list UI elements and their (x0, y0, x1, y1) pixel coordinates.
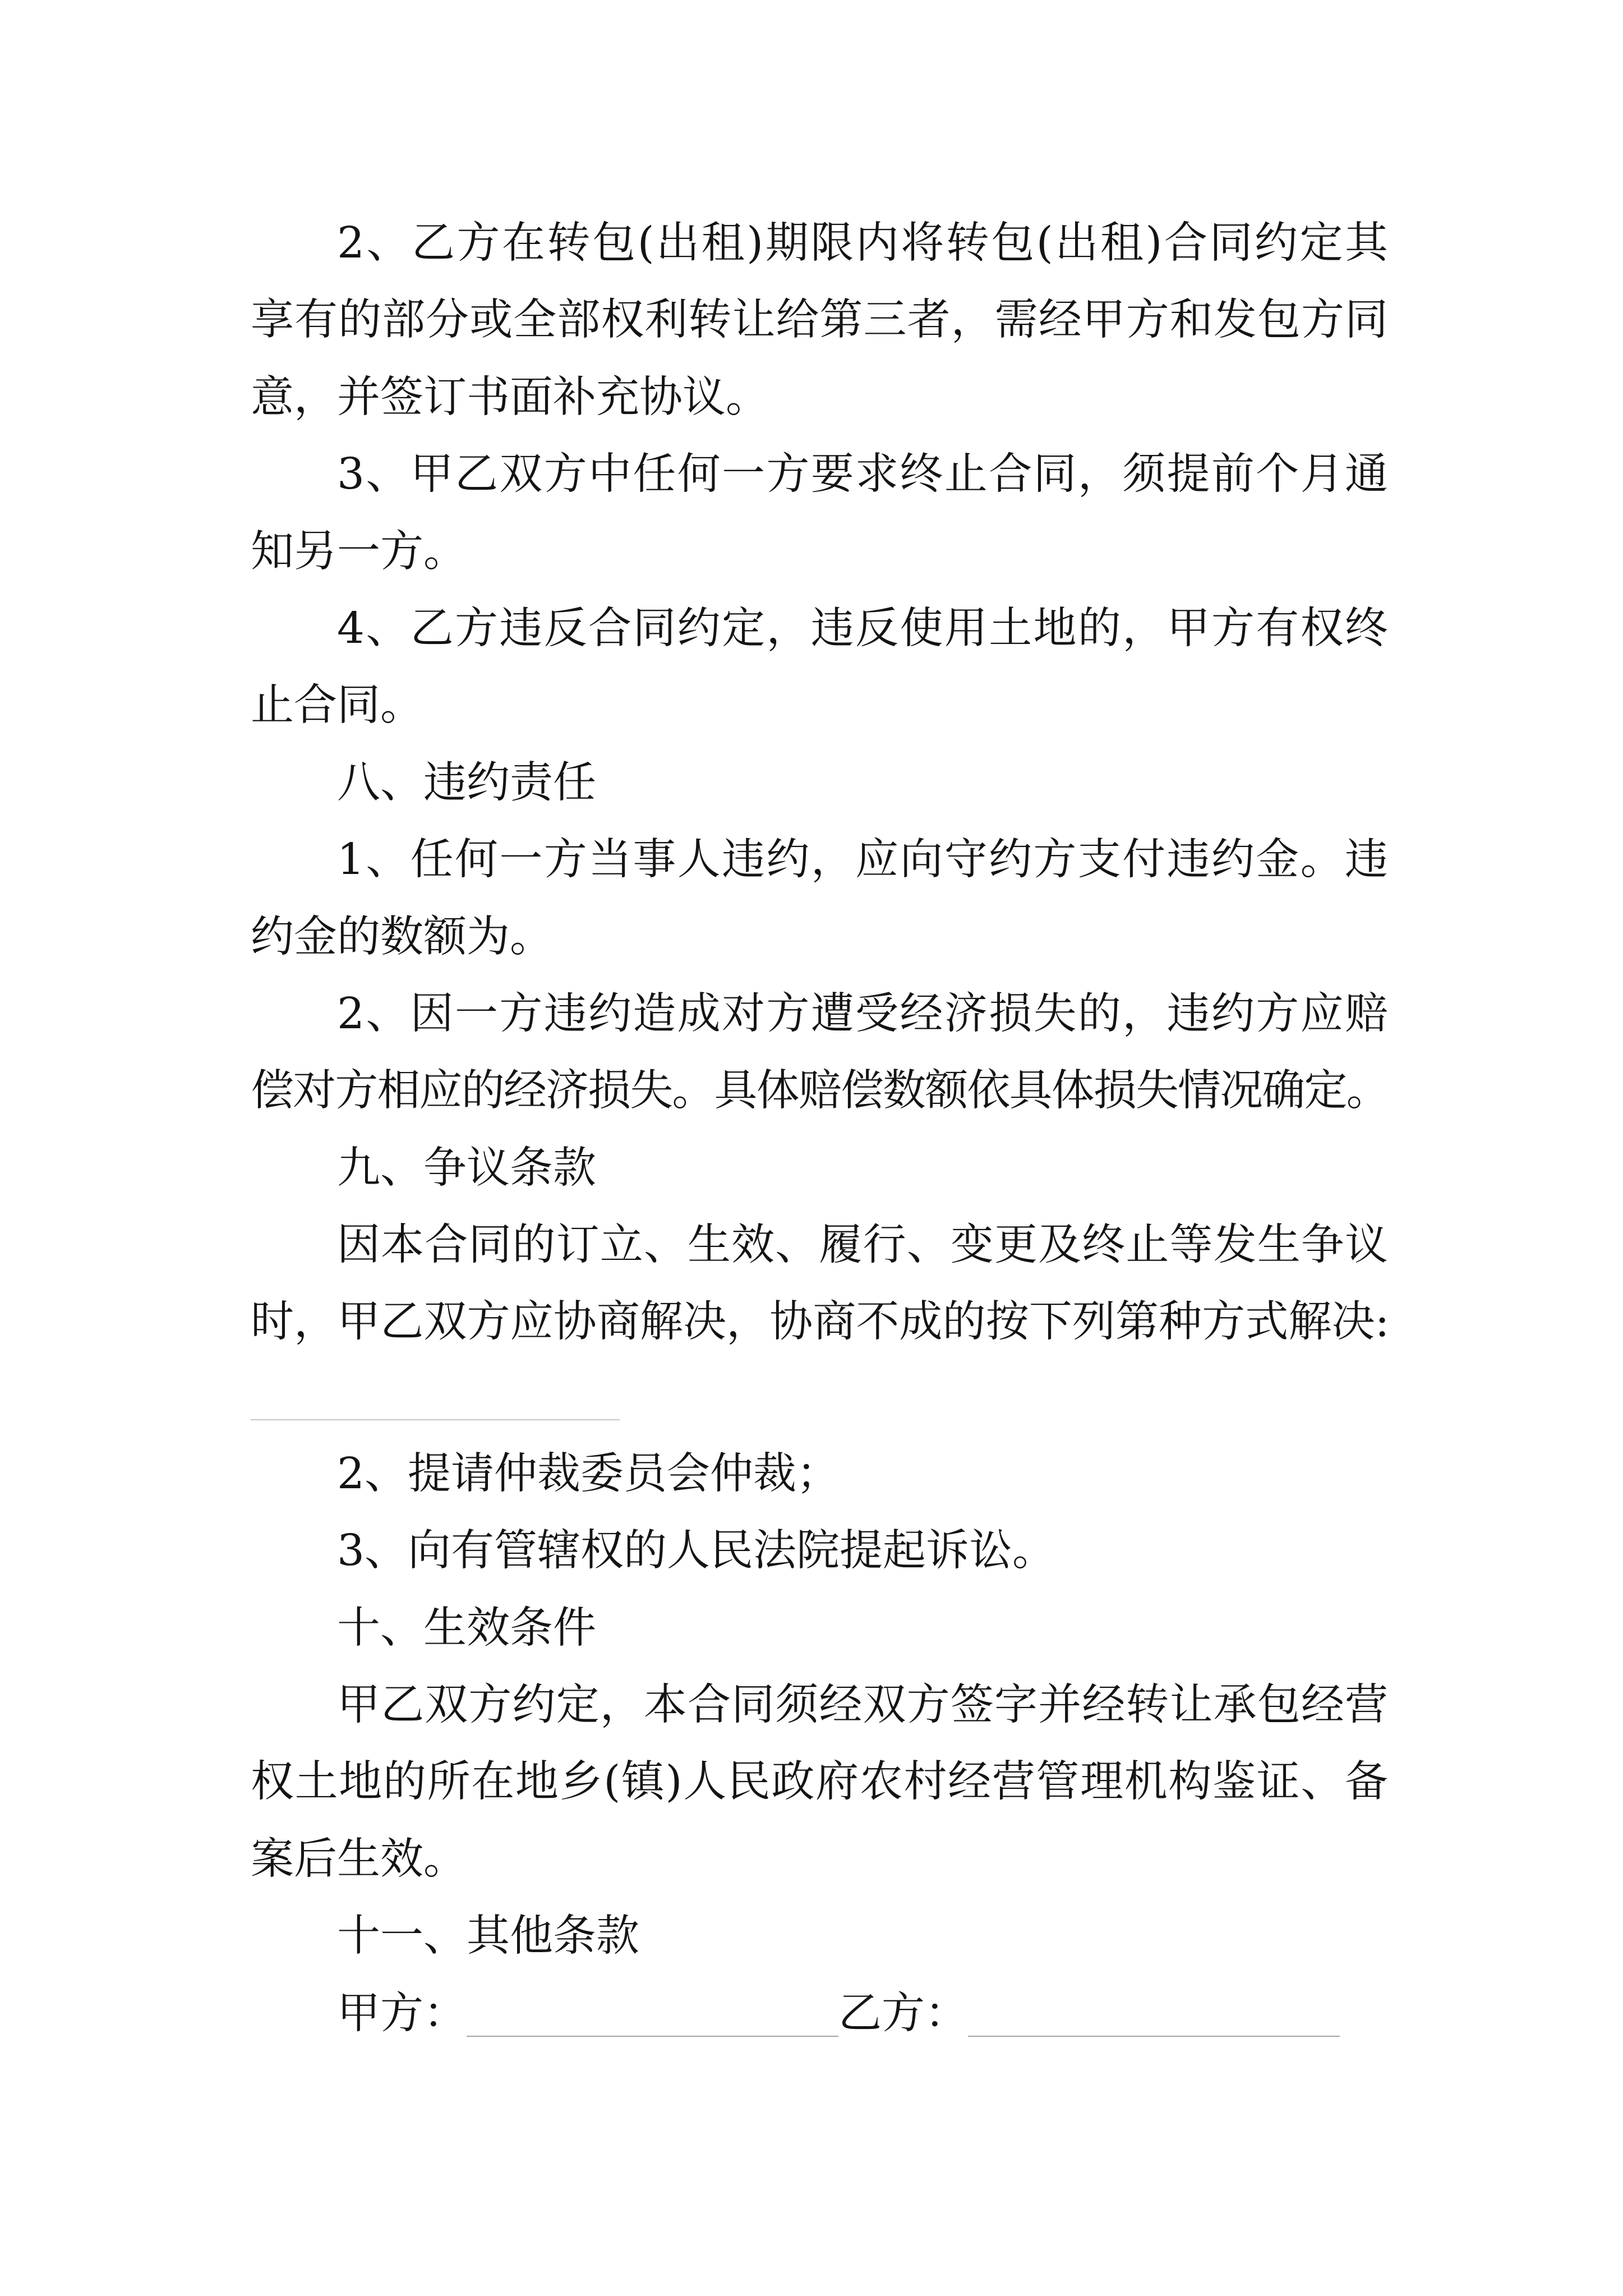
clause-paragraph (251, 205, 1388, 436)
clause-paragraph (251, 590, 1388, 744)
party-a-signature-blank (467, 2036, 838, 2037)
clause-paragraph (251, 821, 1388, 976)
text-line: 权土地的所在地乡(镇)人民政府农村经营管理机构鉴证、备 (251, 1757, 1388, 1807)
separator-line (251, 1419, 620, 1420)
list-item: 3、向有管辖权的人民法院提起诉讼。 (337, 1526, 1055, 1576)
text-line: 2、因一方违约造成对方遭受经济损失的，违约方应赔 (337, 988, 1388, 1039)
party-a-label: 甲方： (337, 1988, 467, 2039)
section-heading: 十一、其他条款 (337, 1911, 639, 1962)
party-b-signature-blank (968, 2036, 1340, 2037)
contract-body (251, 205, 1388, 2052)
text-line: 意，并签订书面补充协议。 (251, 372, 769, 422)
text-line: 1、任何一方当事人违约，应向守约方支付违约金。违 (337, 835, 1388, 885)
text-line: 偿对方相应的经济损失。具体赔偿数额依具体损失情况确定。 (251, 1066, 1388, 1116)
clause-paragraph (251, 1667, 1388, 1898)
text-line: 因本合同的订立、生效、履行、变更及终止等发生争议 (337, 1220, 1388, 1271)
text-line: 甲乙双方约定，本合同须经双方签字并经转让承包经营 (337, 1680, 1388, 1731)
text-line: 案后生效。 (251, 1834, 467, 1884)
party-b-label: 乙方： (838, 1988, 968, 2039)
text-line: 约金的数额为。 (251, 912, 553, 962)
text-line: 享有的部分或全部权利转让给第三者，需经甲方和发包方同 (251, 295, 1388, 346)
clause-paragraph (251, 1207, 1388, 1361)
text-line: 知另一方。 (251, 526, 467, 577)
text-line: 3、甲乙双方中任何一方要求终止合同，须提前个月通 (337, 449, 1388, 500)
section-heading: 九、争议条款 (337, 1143, 596, 1193)
separator-gap (251, 1361, 1388, 1435)
section-heading: 十、生效条件 (337, 1603, 596, 1653)
text-line: 4、乙方违反合同约定，违反使用土地的，甲方有权终 (337, 603, 1388, 654)
section-heading: 八、违约责任 (337, 757, 596, 808)
text-line: 止合同。 (251, 680, 423, 731)
clause-paragraph (251, 436, 1388, 590)
list-item: 2、提请仲裁委员会仲裁； (337, 1448, 840, 1499)
text-line: 时，甲乙双方应协商解决，协商不成的按下列第种方式解决: (251, 1297, 1388, 1347)
clause-paragraph (251, 976, 1388, 1130)
text-line: 2、乙方在转包(出租)期限内将转包(出租)合同约定其 (337, 218, 1388, 268)
signature-row (251, 1975, 1388, 2052)
